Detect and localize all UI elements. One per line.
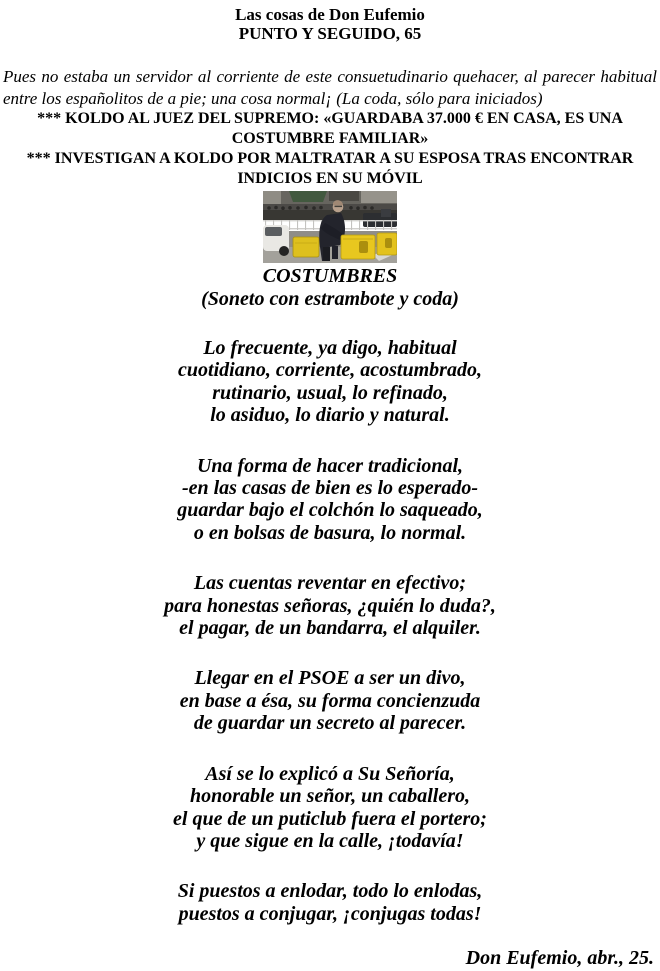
poem-line: Las cuentas reventar en efectivo;	[193, 572, 467, 595]
stanza-6	[3, 880, 657, 925]
poem-line: Llegar en el PSOE a ser un divo,	[194, 667, 466, 690]
photo-yellow-barrier-left	[293, 237, 319, 257]
headline-koldo-investigan: *** INVESTIGAN A KOLDO POR MALTRATAR A SU ESPOSA TRAS ENCONTRAR INDICIOS EN SU MÓVIL	[26, 150, 634, 187]
poem-line: lo asiduo, lo diario y natural.	[210, 404, 450, 427]
document-subtitle: PUNTO Y SEGUIDO, 65	[238, 24, 422, 43]
poem-line: de guardar un secreto al parecer.	[193, 712, 467, 735]
author-signature: Don Eufemio, abr., 25.	[465, 947, 654, 970]
photo-green-awning	[289, 191, 327, 202]
poem-line: Lo frecuente, ya digo, habitual	[203, 337, 457, 359]
stanza-1	[3, 337, 657, 427]
document-title: Las cosas de Don Eufemio	[235, 5, 425, 24]
stanza-5	[3, 763, 657, 853]
poem-line: el que de un puticlub fuera el portero;	[173, 807, 487, 830]
poem-line: cuotidiano, corriente, acostumbrado,	[178, 359, 482, 382]
headline-koldo-supremo: *** KOLDO AL JUEZ DEL SUPREMO: «GUARDABA 37.000 € EN CASA, ES UNA COSTUMBRE FAMILIAR»	[37, 110, 623, 147]
stanza-2	[3, 455, 657, 545]
poem-line: honorable un señor, un caballero,	[189, 785, 471, 808]
intro-paragraph: Pues no estaba un servidor al corriente de este consuetudinario quehacer, al parecer habitual entre los españolitos de a pie; una cosa normal¡ (La coda, sólo para iniciados)	[3, 67, 657, 108]
poem-line: o en bolsas de basura, lo normal.	[193, 521, 467, 544]
poem-line: para honestas señoras, ¿quién lo duda?,	[164, 594, 496, 617]
poem-title: COSTUMBRES	[262, 265, 398, 287]
poem-line: Una forma de hacer tradicional,	[196, 454, 464, 477]
street-scene-photo-graphic	[263, 191, 397, 263]
poem-line: y que sigue en la calle, ¡todavía!	[196, 829, 464, 852]
photo-press-scene	[3, 191, 657, 263]
photo-yellow-barrier-right	[341, 233, 397, 259]
headlines-block	[3, 109, 657, 189]
poem-header	[3, 265, 657, 311]
poem-line: Si puestos a enlodar, todo lo enlodas,	[177, 880, 483, 903]
poem-line: rutinario, usual, lo refinado,	[212, 381, 448, 404]
poem-line: guardar bajo el colchón lo saqueado,	[177, 499, 483, 522]
poem-line: Así se lo explicó a Su Señoría,	[205, 762, 455, 785]
poem-line: puestos a conjugar, ¡conjugas todas!	[178, 902, 482, 925]
poem-line: el pagar, de un bandarra, el alquiler.	[179, 617, 481, 640]
document-header	[3, 0, 657, 43]
poem-subtitle: (Soneto con estrambote y coda)	[201, 288, 459, 310]
poem-line: en base a ésa, su forma concienzuda	[179, 689, 481, 712]
poem-line: -en las casas de bien es lo esperado-	[181, 477, 479, 500]
stanza-4	[3, 667, 657, 734]
stanza-3	[3, 572, 657, 639]
